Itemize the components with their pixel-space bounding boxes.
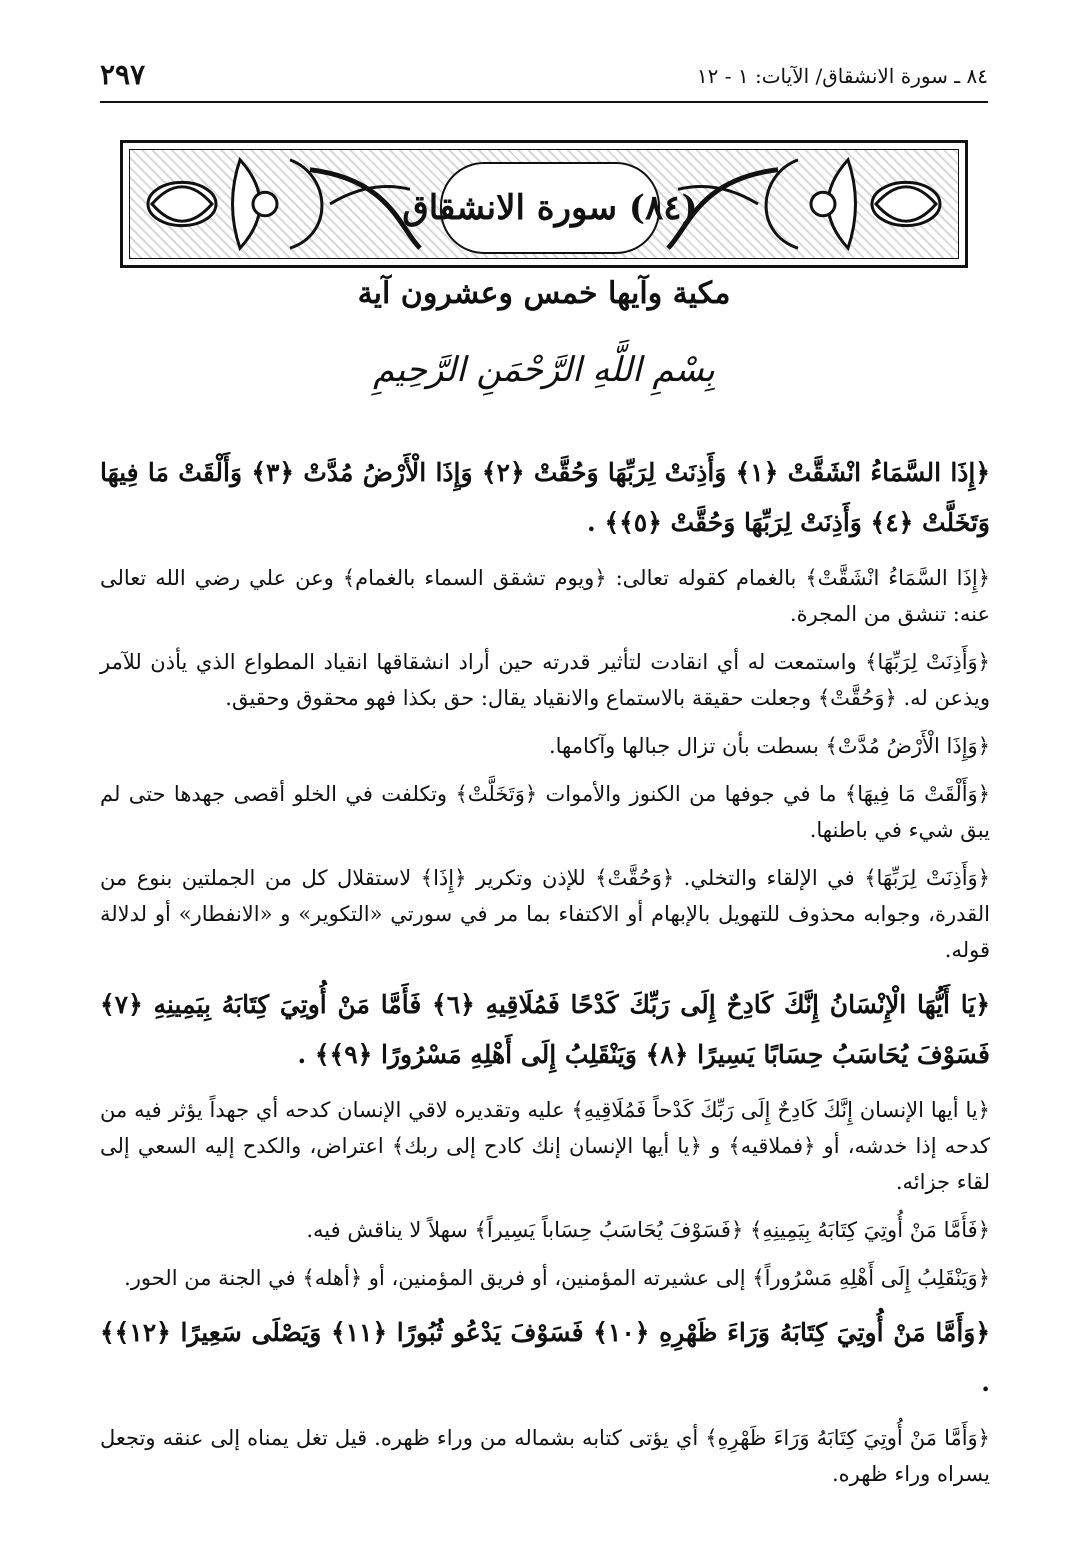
commentary-paragraph: ﴿وَأَلْقَتْ مَا فِيهَا﴾ ما في جوفها من الكنوز والأموات ﴿وَتَخَلَّتْ﴾ وتكلفت في الخلو أقصى جهدها حتى لم يبق شيء في باطنها. xyxy=(100,782,990,842)
page-header xyxy=(100,58,988,98)
commentary-paragraph: ﴿وَإِذَا الْأَرْضُ مُدَّتْ﴾ بسطت بأن تزال جبالها وآكامها. xyxy=(548,734,990,758)
quran-verses: ﴿يَا أَيُّهَا الْإِنْسَانُ إِنَّكَ كَادِحٌ إِلَى رَبِّكَ كَدْحًا فَمُلَاقِيهِ ﴿٦﴾ فَأَمَّا مَنْ أُوتِيَ كِتَابَهُ بِيَمِينِهِ ﴿٧﴾ فَسَوْفَ يُحَاسَبُ حِسَابًا يَسِيرًا ﴿٨﴾ وَيَنْقَلِبُ إِلَى أَهْلِهِ مَسْرُورًا ﴿٩﴾﴾ . xyxy=(100,990,990,1069)
arabesque-ornament-icon xyxy=(130,150,430,258)
basmala: بِسْمِ اللَّهِ الرَّحْمَنِ الرَّحِيمِ xyxy=(373,350,715,390)
commentary-paragraph: ﴿وَأَمَّا مَنْ أُوتِيَ كِتَابَهُ وَرَاءَ ظَهْرِهِ﴾ أي يؤتى كتابه بشماله من وراء ظهره. قيل تغل يمناه إلى عنقه وتجعل يسراه وراء ظهره. xyxy=(100,1426,990,1486)
header-rule xyxy=(100,101,988,103)
surah-banner xyxy=(120,140,968,268)
page-body xyxy=(100,448,990,1504)
commentary-paragraph: ﴿إِذَا السَّمَاءُ انْشَقَّتْ﴾ بالغمام كقوله تعالى: ﴿ويوم تشقق السماء بالغمام﴾ وعن علي رضي الله تعالى عنه: تنشق من المجرة. xyxy=(100,566,990,626)
arabesque-ornament-icon xyxy=(658,150,958,258)
commentary-paragraph: ﴿وَيَنْقَلِبُ إِلَى أَهْلِهِ مَسْرُوراً﴾ إلى عشيرته المؤمنين، أو فريق المؤمنين، أو ﴿أهله﴾ في الجنة من الحور. xyxy=(124,1266,990,1290)
quran-verses: ﴿وَأَمَّا مَنْ أُوتِيَ كِتَابَهُ وَرَاءَ ظَهْرِهِ ﴿١٠﴾ فَسَوْفَ يَدْعُو ثُبُورًا ﴿١١﴾ وَيَصْلَى سَعِيرًا ﴿١٢﴾﴾ . xyxy=(100,1318,990,1397)
banner-pattern xyxy=(129,149,959,259)
commentary-paragraph: ﴿فَأَمَّا مَنْ أُوتِيَ كِتَابَهُ بِيَمِينِهِ﴾ ﴿فَسَوْفَ يُحَاسَبُ حِسَاباً يَسِيراً﴾ سهلاً لا يناقش فيه. xyxy=(306,1218,990,1242)
running-head: ٨٤ ـ سورة الانشقاق/ الآيات: ١ - ١٢ xyxy=(696,64,988,88)
commentary-paragraph: ﴿وَأَذِنَتْ لِرَبِّهَا﴾ واستمعت له أي انقادت لتأثير قدرته حين أراد انشقاقها انقياد المطواع الذي يأذن للآمر ويذعن له. ﴿وَحُقَّتْ﴾ وجعلت حقيقة بالاستماع والانقياد يقال: حق بكذا فهو محقوق وحقيق. xyxy=(100,650,990,710)
page-number: ٢٩٧ xyxy=(100,58,146,91)
surah-subtitle: مكية وآيها خمس وعشرون آية xyxy=(357,276,731,311)
quran-verses: ﴿إِذَا السَّمَاءُ انْشَقَّتْ ﴿١﴾ وَأَذِنَتْ لِرَبِّهَا وَحُقَّتْ ﴿٢﴾ وَإِذَا الْأَرْضُ مُدَّتْ ﴿٣﴾ وَأَلْقَتْ مَا فِيهَا وَتَخَلَّتْ ﴿٤﴾ وَأَذِنَتْ لِرَبِّهَا وَحُقَّتْ ﴿٥﴾﴾ . xyxy=(100,458,990,537)
commentary-paragraph: ﴿وَأَذِنَتْ لِرَبِّهَا﴾ في الإلقاء والتخلي. ﴿وَحُقَّتْ﴾ للإذن وتكرير ﴿إِذَا﴾ لاستقلال كل من الجملتين بنوع من القدرة، وجوابه محذوف للتهويل بالإبهام أو الاكتفاء بما مر في سورتي «التكوير» و «الانفطار» أو لدلالة قوله. xyxy=(100,866,990,962)
title-cartouche xyxy=(402,162,698,254)
surah-title: (٨٤) سورة الانشقاق xyxy=(402,188,698,228)
commentary-paragraph: ﴿يا أيها الإنسان إِنَّكَ كَادِحٌ إِلَى رَبِّكَ كَدْحاً فَمُلَاقِيهِ﴾ عليه وتقديره لاقي الإنسان كدحه أي جهداً يؤثر فيه من كدحه إذا خدشه، أو ﴿فملاقيه﴾ و ﴿يا أيها الإنسان إنك كادح إلى ربك﴾ اعتراض، والكدح إليه السعي إلى لقاء جزائه. xyxy=(100,1098,990,1194)
